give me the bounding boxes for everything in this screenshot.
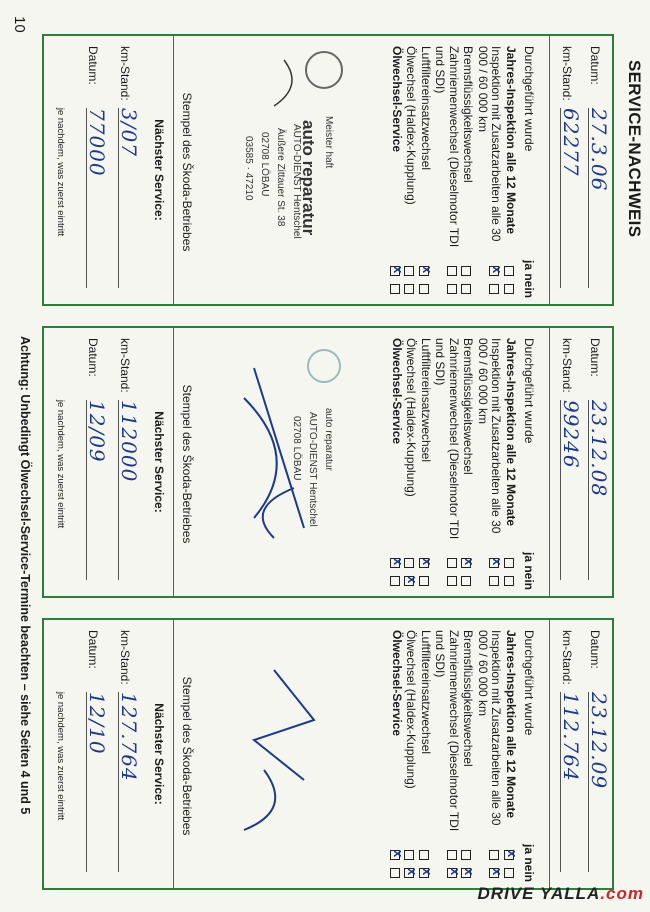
performed-label: Durchgeführt wurde — [522, 46, 536, 152]
km-label: km-Stand: — [560, 338, 574, 393]
checkbox-ja[interactable] — [504, 850, 514, 860]
service-item-label: Zahnriemenwechsel (Dieselmotor TDI und SDI) — [433, 630, 461, 832]
checkbox-ja[interactable] — [405, 558, 415, 568]
service-item-label: Bremsflüssigkeitswechsel — [461, 338, 476, 475]
checkbox-ja[interactable] — [405, 266, 415, 276]
checkbox-nein[interactable] — [447, 868, 457, 878]
service-item — [476, 46, 503, 298]
next-datum-value: 12/10 — [86, 692, 109, 872]
next-service-label: Nächster Service: — [152, 703, 166, 805]
checkbox-ja[interactable] — [447, 558, 457, 568]
service-item-label: Ölwechsel-Service — [390, 338, 404, 445]
datum-row — [587, 630, 611, 790]
checkbox-ja[interactable] — [405, 850, 415, 860]
service-item-label: Jahres-Inspektion alle 12 Monate — [504, 630, 518, 819]
service-item — [390, 338, 404, 590]
checkbox-ja[interactable] — [490, 266, 500, 276]
stamp-text: auto reparatur — [323, 408, 334, 471]
ja-nein-label: ja nein — [522, 843, 536, 882]
service-item-label: Jahres-Inspektion alle 12 Monate — [504, 46, 518, 235]
datum-row — [587, 338, 611, 498]
checkbox-nein[interactable] — [462, 868, 472, 878]
km-value: 62277 — [560, 108, 583, 288]
service-item-label: Bremsflüssigkeitswechsel — [461, 46, 476, 183]
service-item — [476, 338, 503, 590]
service-item-label: Zahnriemenwechsel (Dieselmotor TDI und SDI) — [433, 338, 461, 540]
checkbox-nein[interactable] — [390, 576, 400, 586]
divider — [173, 620, 174, 888]
datum-row — [587, 46, 611, 192]
checkbox-ja[interactable] — [504, 266, 514, 276]
service-item-label: Inspektion mit Zusatzarbeiten alle 30 000 / 60 000 km — [476, 630, 504, 826]
datum-label: Datum: — [588, 338, 602, 377]
checkbox-nein[interactable] — [462, 576, 472, 586]
checkbox-nein[interactable] — [504, 576, 514, 586]
km-label: km-Stand: — [560, 630, 574, 685]
service-item — [419, 630, 433, 882]
checkbox-nein[interactable] — [419, 284, 429, 294]
stamp-text: AUTO-DIENST Hentschel — [307, 412, 318, 527]
next-km-row — [117, 338, 141, 483]
datum-label: Datum: — [588, 630, 602, 669]
checkbox-nein[interactable] — [390, 284, 400, 294]
divider — [549, 328, 550, 596]
datum-value: 23.12.09 — [588, 692, 611, 872]
checkbox-nein[interactable] — [504, 868, 514, 878]
km-value: 112.764 — [560, 692, 583, 872]
checkbox-nein[interactable] — [447, 576, 457, 586]
next-km-row — [117, 46, 141, 157]
watermark-suffix: .com — [600, 884, 644, 903]
service-item-label: Ölwechsel (Haldex-Kupplung) — [404, 338, 419, 497]
checkbox-nein[interactable] — [405, 576, 415, 586]
checkbox-ja[interactable] — [390, 558, 400, 568]
km-label: km-Stand: — [118, 46, 132, 101]
checkbox-ja[interactable] — [390, 850, 400, 860]
service-item — [504, 630, 518, 882]
checkbox-ja[interactable] — [462, 558, 472, 568]
checkbox-nein[interactable] — [405, 284, 415, 294]
service-item — [504, 46, 518, 298]
checkbox-nein[interactable] — [447, 284, 457, 294]
km-label: km-Stand: — [560, 46, 574, 101]
service-item — [504, 338, 518, 590]
next-km-value: 127.764 — [118, 692, 141, 872]
note-text: je nachdem, was zuerst eintritt — [55, 399, 66, 529]
service-item-label: Ölwechsel-Service — [390, 630, 404, 737]
stamp-label: Stempel des Škoda-Betriebes — [180, 92, 194, 252]
checkbox-nein[interactable] — [462, 284, 472, 294]
checkbox-ja[interactable] — [504, 558, 514, 568]
divider — [173, 36, 174, 304]
checkbox-nein[interactable] — [490, 284, 500, 294]
service-item-label: Ölwechsel-Service — [390, 46, 404, 153]
service-item — [433, 46, 460, 298]
checkbox-nein[interactable] — [419, 868, 429, 878]
performed-header — [522, 630, 536, 882]
checkbox-ja[interactable] — [462, 266, 472, 276]
signature-icon — [204, 46, 364, 298]
datum-label: Datum: — [86, 338, 100, 377]
performed-label: Durchgeführt wurde — [522, 630, 536, 736]
service-item-label: Inspektion mit Zusatzarbeiten alle 30 000 / 60 000 km — [476, 338, 504, 534]
checkbox-ja[interactable] — [419, 266, 429, 276]
service-item-label: Inspektion mit Zusatzarbeiten alle 30 000 / 60 000 km — [476, 46, 504, 242]
footer-warning: Achtung: Unbedingt Ölwechsel-Service-Termine beachten – siehe Seiten 4 und 5 — [18, 336, 32, 815]
checkbox-nein[interactable] — [390, 868, 400, 878]
km-label: km-Stand: — [118, 630, 132, 685]
stamp-text: 02708 LÖBAU — [259, 132, 270, 197]
next-service-label: Nächster Service: — [152, 119, 166, 221]
checkbox-nein[interactable] — [490, 868, 500, 878]
stamp-text: auto reparatur — [299, 120, 318, 236]
service-item — [433, 338, 460, 590]
stamp-label: Stempel des Škoda-Betriebes — [180, 384, 194, 544]
next-km-value: 112000 — [118, 400, 141, 580]
service-item-label: Zahnriemenwechsel (Dieselmotor TDI und SDI) — [433, 46, 461, 248]
datum-label: Datum: — [588, 46, 602, 85]
next-km-row — [117, 630, 141, 782]
checkbox-nein[interactable] — [490, 576, 500, 586]
datum-value: 27.3.06 — [588, 108, 611, 288]
ja-nein-label: ja nein — [522, 551, 536, 590]
datum-label: Datum: — [86, 46, 100, 85]
note-text: je nachdem, was zuerst eintritt — [55, 691, 66, 821]
service-item — [461, 630, 475, 882]
divider — [173, 328, 174, 596]
service-item — [476, 630, 503, 882]
service-item — [433, 630, 460, 882]
note-text: je nachdem, was zuerst eintritt — [55, 107, 66, 237]
next-datum-value: 77000 — [86, 108, 109, 288]
stamp-label: Stempel des Škoda-Betriebes — [180, 676, 194, 836]
signature-icon — [204, 630, 364, 882]
next-datum-row — [85, 630, 109, 755]
service-item-label: Luftfiltereinsatzwechsel — [419, 338, 433, 463]
service-item — [390, 46, 404, 298]
page-number: 10 — [11, 16, 28, 33]
stamp-area — [204, 338, 364, 590]
watermark-logo — [478, 884, 644, 904]
stamp-text: Äußere Zittauer St. 38 — [275, 128, 286, 227]
next-km-value: 3/07 — [118, 108, 141, 288]
checkbox-ja[interactable] — [447, 850, 457, 860]
checkbox-nein[interactable] — [405, 868, 415, 878]
service-item-label: Bremsflüssigkeitswechsel — [461, 630, 476, 767]
service-items — [389, 630, 518, 882]
service-item — [419, 338, 433, 590]
checkbox-ja[interactable] — [419, 850, 429, 860]
checkbox-ja[interactable] — [490, 850, 500, 860]
divider — [549, 620, 550, 888]
km-row — [559, 338, 583, 469]
checkbox-ja[interactable] — [447, 266, 457, 276]
performed-label: Durchgeführt wurde — [522, 338, 536, 444]
checkbox-ja[interactable] — [490, 558, 500, 568]
datum-value: 23.12.08 — [588, 400, 611, 580]
stamp-text: AUTO-DIENST Hentschel — [291, 124, 302, 239]
service-entry-1 — [42, 34, 614, 306]
stamp-text: 03585 · 47210 — [243, 136, 254, 201]
service-item — [390, 630, 404, 882]
km-row — [559, 46, 583, 177]
checkbox-ja[interactable] — [462, 850, 472, 860]
signature-icon — [204, 338, 364, 590]
service-item-label: Ölwechsel (Haldex-Kupplung) — [404, 46, 419, 205]
next-datum-value: 12/09 — [86, 400, 109, 580]
checkbox-nein[interactable] — [504, 284, 514, 294]
km-value: 99246 — [560, 400, 583, 580]
service-item — [404, 46, 418, 298]
checkbox-ja[interactable] — [419, 558, 429, 568]
service-item-label: Jahres-Inspektion alle 12 Monate — [504, 338, 518, 527]
stamp-area — [204, 630, 364, 882]
service-item — [461, 338, 475, 590]
service-item-label: Ölwechsel (Haldex-Kupplung) — [404, 630, 419, 789]
stamp-area — [204, 46, 364, 298]
performed-header — [522, 46, 536, 298]
divider — [549, 36, 550, 304]
checkbox-nein[interactable] — [419, 576, 429, 586]
km-label: km-Stand: — [118, 338, 132, 393]
next-service-label: Nächster Service: — [152, 411, 166, 513]
stamp-text: 02708 LÖBAU — [291, 416, 302, 481]
next-datum-row — [85, 338, 109, 463]
service-entry-2 — [42, 326, 614, 598]
service-item — [404, 338, 418, 590]
datum-label: Datum: — [86, 630, 100, 669]
performed-header — [522, 338, 536, 590]
service-item — [419, 46, 433, 298]
km-row — [559, 630, 583, 782]
page-title: SERVICE-NACHWEIS — [625, 60, 644, 238]
service-item — [461, 46, 475, 298]
service-entry-3 — [42, 618, 614, 890]
stamp-text: Meister haft — [323, 116, 334, 169]
service-items — [389, 46, 518, 298]
checkbox-ja[interactable] — [390, 266, 400, 276]
service-items — [389, 338, 518, 590]
next-datum-row — [85, 46, 109, 177]
service-item-label: Luftfiltereinsatzwechsel — [419, 630, 433, 755]
service-item-label: Luftfiltereinsatzwechsel — [419, 46, 433, 171]
ja-nein-label: ja nein — [522, 259, 536, 298]
watermark-brand: DRIVE YALLA — [477, 884, 601, 903]
service-item — [404, 630, 418, 882]
